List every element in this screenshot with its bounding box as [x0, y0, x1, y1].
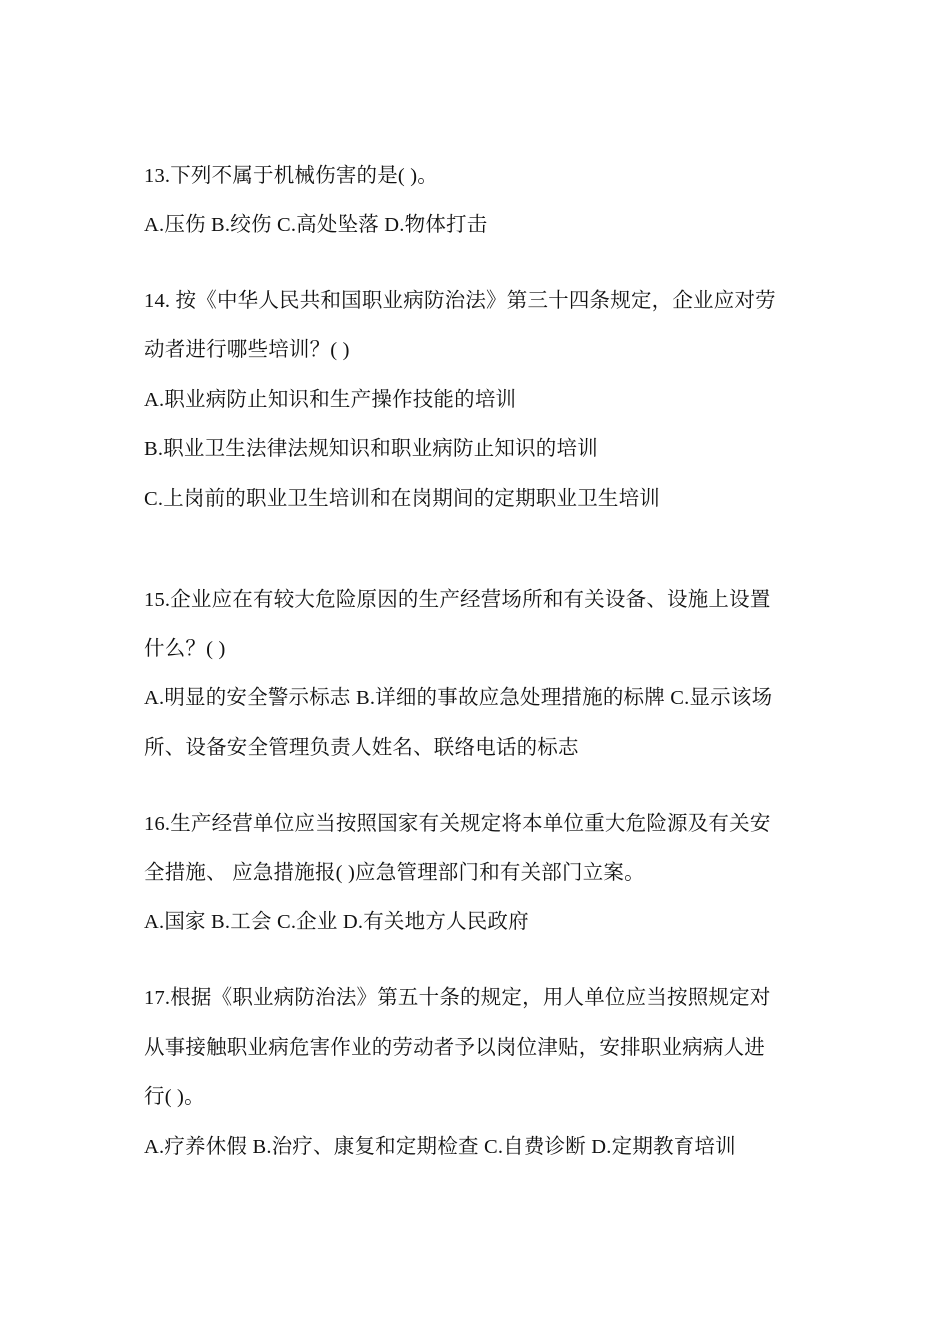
question-16-stem-line-1: 16.生产经营单位应当按照国家有关规定将本单位重大危险源及有关安: [144, 813, 771, 835]
question-14-option-c: C.上岗前的职业卫生培训和在岗期间的定期职业卫生培训: [144, 488, 660, 510]
question-17-options: A.疗养休假 B.治疗、康复和定期检查 C.自费诊断 D.定期教育培训: [144, 1136, 736, 1158]
question-14-option-b: B.职业卫生法律法规知识和职业病防止知识的培训: [144, 438, 598, 460]
question-13-options: A.压伤 B.绞伤 C.高处坠落 D.物体打击: [144, 214, 488, 236]
question-13-stem: 13.下列不属于机械伤害的是( )。: [144, 165, 439, 187]
question-15-options-line-2: 所、设备安全管理负责人姓名、联络电话的标志: [144, 737, 579, 759]
question-16-options: A.国家 B.工会 C.企业 D.有关地方人民政府: [144, 911, 529, 933]
question-15-stem-line-2: 什么？( ): [144, 638, 226, 660]
question-17-stem-line-2: 从事接触职业病危害作业的劳动者予以岗位津贴，安排职业病病人进: [144, 1037, 765, 1059]
question-14-stem-line-2: 动者进行哪些培训？( ): [144, 339, 350, 361]
question-17-stem-line-1: 17.根据《职业病防治法》第五十条的规定，用人单位应当按照规定对: [144, 987, 771, 1009]
question-17-stem-line-3: 行( )。: [144, 1086, 205, 1108]
question-15-stem-line-1: 15.企业应在有较大危险原因的生产经营场所和有关设备、设施上设置: [144, 589, 771, 611]
question-16-stem-line-2: 全措施、 应急措施报( )应急管理部门和有关部门立案。: [144, 862, 645, 884]
question-15-options-line-1: A.明显的安全警示标志 B.详细的事故应急处理措施的标牌 C.显示该场: [144, 687, 773, 709]
question-14-option-a: A.职业病防止知识和生产操作技能的培训: [144, 389, 517, 411]
question-14-stem-line-1: 14. 按《中华人民共和国职业病防治法》第三十四条规定，企业应对劳: [144, 290, 776, 312]
